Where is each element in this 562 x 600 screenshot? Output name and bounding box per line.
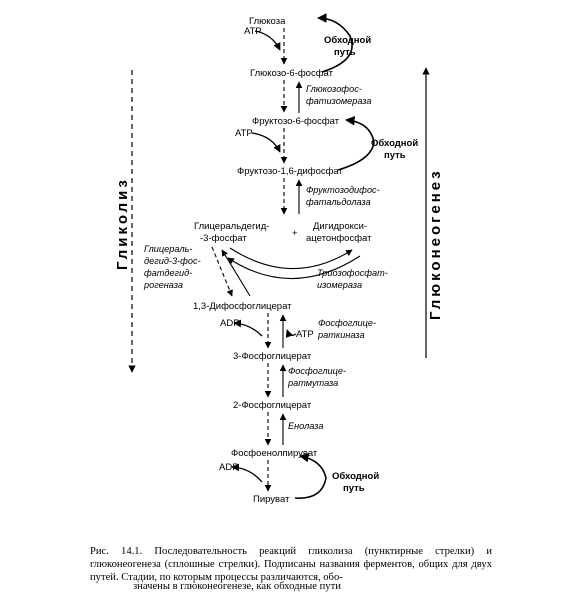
bypass-curve-2	[338, 120, 374, 170]
curve-gap-to-dhap	[230, 248, 352, 269]
metabolite-pep: Фосфоенолпируват	[231, 448, 318, 459]
enzyme-g6p-isomerase-l2: фатизомераза	[306, 96, 372, 106]
enzyme-aldolase-l2: фатальдолаза	[306, 197, 371, 207]
cofactor-atp-1: ATP	[244, 26, 262, 37]
metabolite-glucose: Глюкоза	[249, 16, 286, 27]
enzyme-pgk-l1: Фосфоглице-	[318, 318, 377, 328]
curve-atp-2	[252, 133, 280, 152]
bypass-1-l1: Обходной	[324, 35, 372, 46]
curve-atp-3	[287, 330, 296, 335]
bypass-2-l2: путь	[384, 150, 406, 161]
bypass-2-l1: Обходной	[371, 138, 419, 149]
enzyme-pgm-l2: ратмутаза	[288, 378, 339, 388]
gluconeogenesis-label: Глюконеогенез	[427, 168, 444, 320]
bypass-3-l2: путь	[343, 483, 365, 494]
metabolite-f6p: Фруктозо-6-фосфат	[252, 116, 340, 127]
metabolite-pg3: 3-Фосфоглицерат	[233, 351, 312, 362]
metabolite-pyruvate: Пируват	[253, 494, 290, 505]
enzyme-enolase: Енолаза	[288, 421, 324, 431]
enzyme-gapdh-l4: рогеназа	[144, 280, 183, 290]
glycolysis-side	[114, 70, 132, 372]
glycolysis-arrows	[212, 28, 284, 491]
enzyme-tpi-l1: Триозофосфат-	[317, 268, 388, 278]
metabolite-gap-line2: -3-фосфат	[200, 233, 247, 244]
cofactor-arrows	[232, 31, 296, 482]
metabolite-dhap-line1: Дигидрокси-	[313, 221, 368, 232]
cofactor-adp-2: ADP	[219, 462, 239, 473]
cofactor-atp-2: ATP	[235, 128, 253, 139]
metabolite-pg2: 2-Фосфоглицерат	[233, 400, 312, 411]
metabolite-f16bp: Фруктозо-1,6-дифосфат	[237, 166, 343, 177]
enzyme-g6p-isomerase-l1: Глюкозофос-	[306, 84, 362, 94]
enzyme-gapdh-l3: фатдегид-	[144, 268, 193, 278]
metabolite-plus: +	[292, 228, 298, 239]
enzyme-gapdh-l2: дегид-3-фос-	[144, 256, 201, 266]
enzyme-gapdh-l1: Глицераль-	[144, 244, 193, 254]
metabolite-bpg13: 1,3-Дифосфоглицерат	[193, 301, 292, 312]
glycolysis-label: Гликолиз	[114, 177, 131, 270]
gluconeogenesis-side	[426, 68, 444, 358]
bypass-1-l2: путь	[334, 47, 356, 58]
enzyme-aldolase-l1: Фруктозодифос-	[306, 185, 380, 195]
metabolite-g6p: Глюкозо-6-фосфат	[250, 68, 333, 79]
cofactor-adp-1: ADP	[220, 318, 240, 329]
figure-caption: Рис. 14.1. Последовательность реакций гликолиза (пунктирные стрелки) и глюконеогенеза (сплошные стрелки). Подписаны названия ферментов, общих для двух путей. Стадии, по которым процессы различаются, обо-	[90, 546, 492, 583]
cofactor-atp-3: ATP	[296, 329, 314, 340]
figure-caption-last-line: значены в глюконеогенезе, как обходные пути	[133, 581, 341, 592]
enzyme-pgm-l1: Фосфоглице-	[288, 366, 347, 376]
enzyme-tpi-l2: изомераза	[317, 280, 363, 290]
metabolite-gap-line1: Глицеральдегид-	[194, 221, 270, 232]
metabolite-dhap-line2: ацетонфосфат	[306, 233, 372, 244]
enzyme-pgk-l2: раткиназа	[318, 330, 365, 340]
dashed-arrow-gap-bpg	[212, 247, 232, 296]
bypass-3-l1: Обходной	[332, 471, 380, 482]
bypass-curve-3	[295, 456, 326, 498]
